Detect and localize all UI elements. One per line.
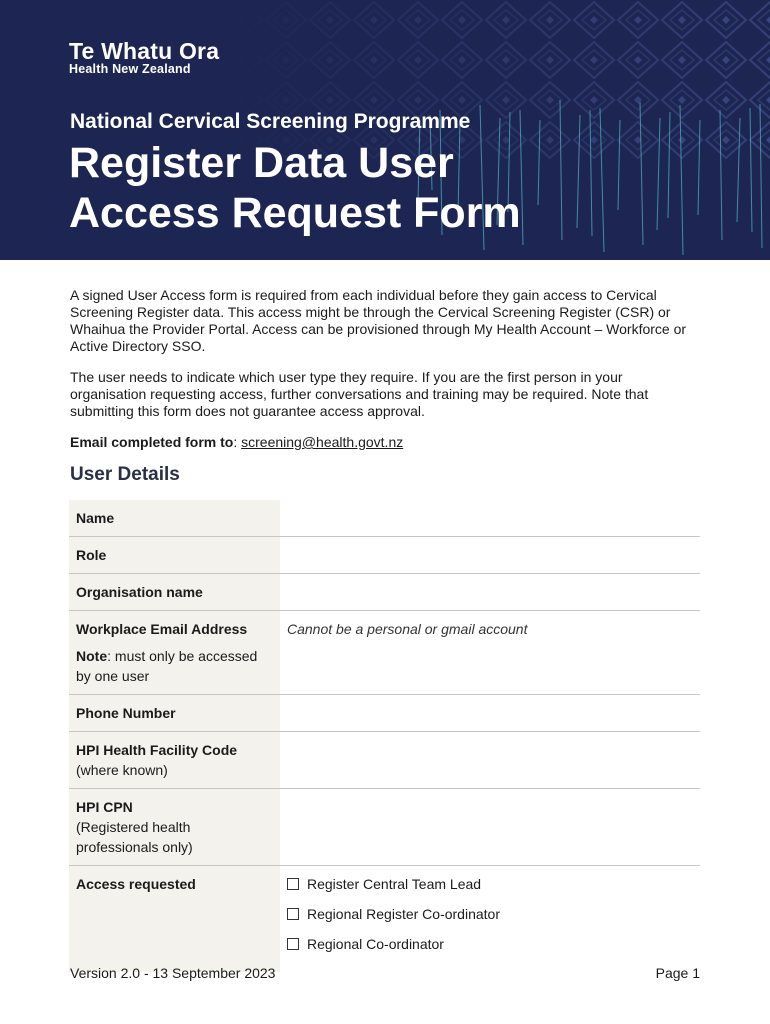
access-option-regional-coordinator[interactable] (287, 934, 693, 954)
email-link[interactable]: screening@health.govt.nz (241, 434, 404, 450)
intro-paragraph-2: The user needs to indicate which user type they require. If you are the first person in your organisation requesting access, further conversations and training may be required. Note that submitting this form does not guarantee access approval. (70, 369, 649, 419)
form-title (69, 138, 629, 238)
role-label: Role (69, 537, 280, 574)
hpi-cpn-label: HPI CPN (76, 799, 133, 815)
phone-label: Phone Number (69, 695, 280, 732)
user-details-table (69, 500, 700, 972)
hpi-facility-label-cell (69, 732, 280, 789)
email-note (76, 646, 273, 686)
access-option-regional-register-coordinator[interactable] (287, 904, 693, 924)
table-row (69, 500, 700, 537)
footer-page-number: Page 1 (655, 965, 700, 981)
email-instruction-separator: : (233, 434, 242, 450)
form-title-line1: Register Data User (69, 139, 454, 187)
email-note-text: : must only be accessed by one user (76, 648, 258, 684)
footer-version: Version 2.0 - 13 September 2023 (70, 965, 276, 981)
email-instruction-label: Email completed form to (70, 434, 234, 450)
intro-section (70, 287, 690, 465)
email-field-hint: Cannot be a personal or gmail account (287, 621, 528, 637)
table-row (69, 732, 700, 789)
access-option-label: Register Central Team Lead (307, 876, 482, 892)
logo-subtitle: Health New Zealand (69, 62, 191, 76)
hpi-cpn-sublabel: (Registered health professionals only) (76, 819, 193, 855)
organisation-label: Organisation name (69, 574, 280, 611)
table-row (69, 574, 700, 611)
table-row (69, 695, 700, 732)
access-option-label: Regional Co-ordinator (307, 936, 444, 952)
email-instruction (70, 434, 690, 451)
email-note-bold: Note (76, 648, 108, 664)
organisation-field[interactable] (280, 574, 700, 611)
email-field-label: Workplace Email Address (76, 621, 248, 637)
programme-name: National Cervical Screening Programme (70, 110, 471, 133)
email-field[interactable] (280, 611, 700, 695)
logo-wordmark: Te Whatu Ora (69, 38, 220, 64)
user-details-heading: User Details (70, 464, 180, 485)
table-row (69, 866, 700, 973)
email-field-label-cell (69, 611, 280, 695)
hpi-cpn-field[interactable] (280, 789, 700, 866)
header-banner (0, 0, 770, 260)
table-row (69, 789, 700, 866)
hpi-facility-label: HPI Health Facility Code (76, 742, 238, 758)
access-options (280, 866, 700, 973)
name-label: Name (69, 500, 280, 537)
table-row (69, 537, 700, 574)
access-requested-label: Access requested (69, 866, 280, 973)
access-option-label: Regional Register Co-ordinator (307, 906, 500, 922)
checkbox-icon[interactable] (287, 878, 299, 890)
hpi-cpn-label-cell (69, 789, 280, 866)
hpi-facility-sublabel: (where known) (76, 762, 168, 778)
access-option-register-central-team-lead[interactable] (287, 874, 693, 894)
checkbox-icon[interactable] (287, 938, 299, 950)
intro-paragraph-1: A signed User Access form is required from each individual before they gain access to Cervical Screening Register data. This access might be through the Cervical Screening Register (CSR) or Whaihua the Provider Portal. Access can be provisioned through My Health Account – Workforce or Active Directory SSO. (70, 287, 687, 354)
table-row (69, 611, 700, 695)
phone-field[interactable] (280, 695, 700, 732)
name-field[interactable] (280, 500, 700, 537)
form-title-line2: Access Request Form (69, 189, 521, 237)
checkbox-icon[interactable] (287, 908, 299, 920)
role-field[interactable] (280, 537, 700, 574)
hpi-facility-field[interactable] (280, 732, 700, 789)
